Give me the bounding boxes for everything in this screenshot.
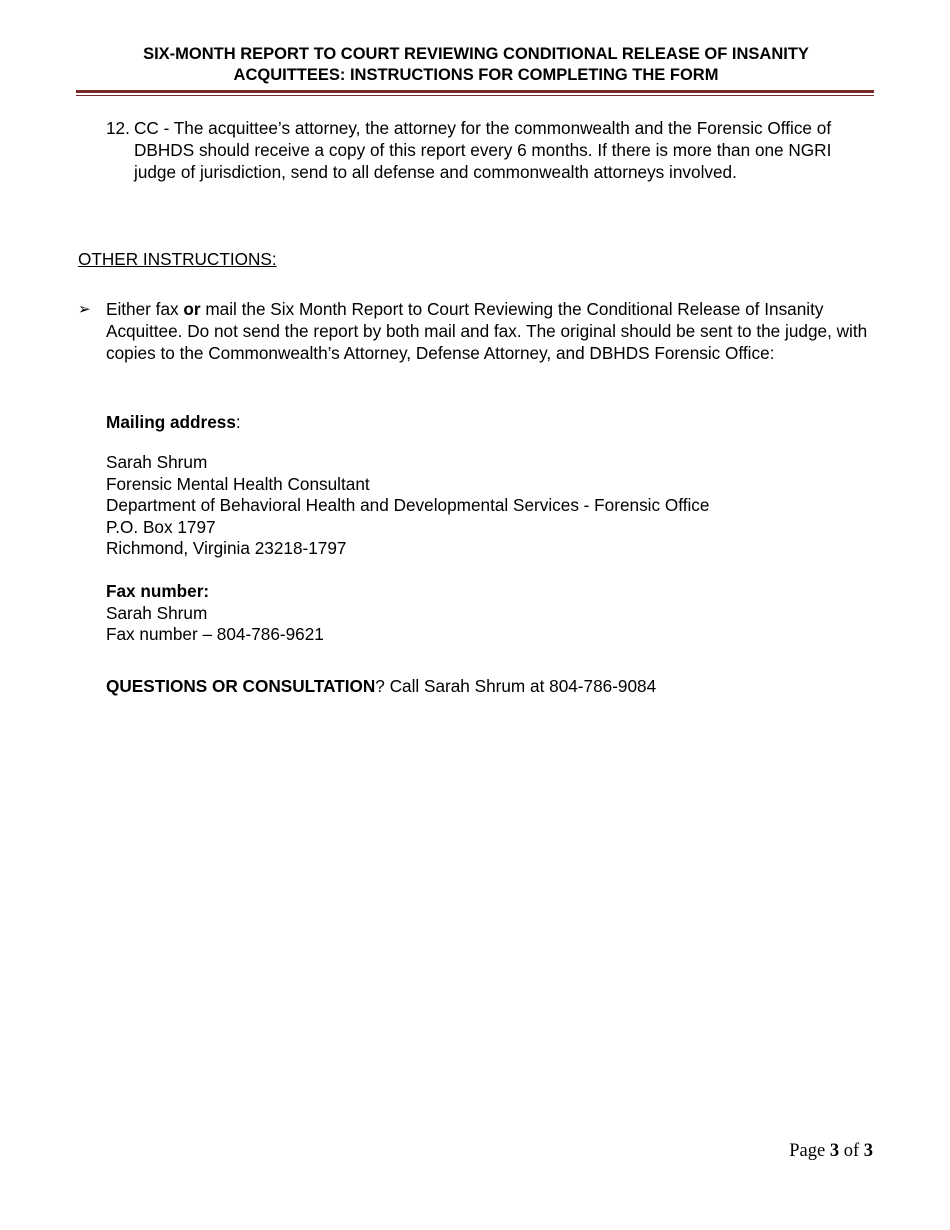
item-text: CC - The acquittee’s attorney, the attorney for the commonwealth and the Forensic Office of DBHDS should receive a copy of this report every 6 months. If there is more than one NGRI judge of jurisdiction, send to all defense and commonwealth attorneys involved. — [134, 118, 832, 182]
fax-heading — [106, 581, 324, 603]
document-title — [76, 44, 876, 86]
mailing-address-label: Mailing address — [106, 412, 236, 432]
page-word: Page — [789, 1141, 830, 1161]
total-pages: 3 — [863, 1141, 873, 1161]
instruction-item-12 — [106, 117, 876, 183]
fax-or-mail-instruction — [106, 298, 876, 364]
item-number: 12. — [106, 118, 130, 138]
address-line-po-box: P.O. Box 1797 — [106, 516, 216, 537]
mailing-address-colon: : — [235, 412, 241, 432]
instruction-text-part-2: mail the Six Month Report to Court Reviewing the Conditional Release of Insanity Acquittee. Do not send the report by both mail and fax. The original should be sent to the judge, with copies to the Commonwealth’s Attorney, Defense Attorney, and DBHDS Forensic Office: — [106, 299, 868, 363]
mailing-address-heading — [106, 412, 241, 433]
address-line-title: Forensic Mental Health Consultant — [106, 473, 370, 494]
address-line-department: Department of Behavioral Health and Developmental Services - Forensic Office — [106, 495, 710, 515]
other-instructions-heading: OTHER INSTRUCTIONS: — [78, 249, 277, 269]
questions-label: QUESTIONS OR CONSULTATION — [106, 676, 376, 696]
questions-line — [106, 676, 656, 697]
fax-contact-name: Sarah Shrum — [106, 602, 208, 623]
header-rule-thick — [76, 90, 874, 93]
fax-heading-label: Fax number: — [106, 581, 210, 601]
address-line-name: Sarah Shrum — [106, 452, 208, 472]
page-number — [789, 1141, 873, 1162]
fax-block — [106, 581, 324, 646]
document-title-line-2: ACQUITTEES: INSTRUCTIONS FOR COMPLETING THE FORM — [233, 66, 719, 84]
fax-number: Fax number – 804-786-9621 — [106, 624, 324, 644]
instruction-text-bold-or: or — [183, 299, 201, 319]
mailing-address-block — [106, 452, 709, 560]
header-rule-thin — [76, 95, 874, 96]
of-word: of — [839, 1141, 864, 1161]
current-page: 3 — [829, 1141, 840, 1161]
instruction-text-part-1: Either fax — [106, 299, 184, 319]
arrowhead-bullet-icon: ➢ — [78, 301, 91, 318]
questions-contact: ? Call Sarah Shrum at 804-786-9084 — [375, 676, 657, 696]
document-title-line-1: SIX-MONTH REPORT TO COURT REVIEWING CONDITIONAL RELEASE OF INSANITY — [143, 45, 809, 63]
address-line-city: Richmond, Virginia 23218-1797 — [106, 538, 347, 558]
